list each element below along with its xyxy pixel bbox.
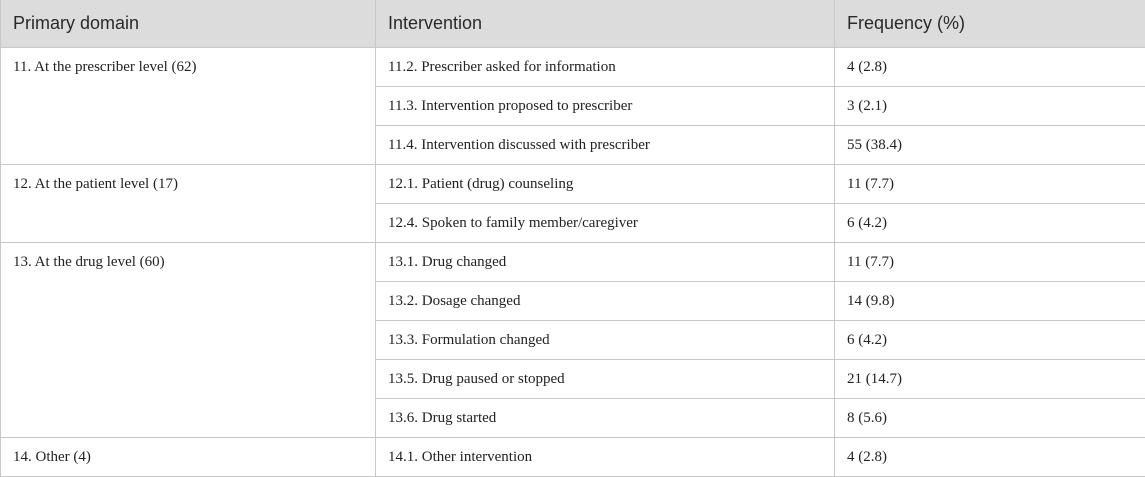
frequency-cell: 55 (38.4)	[835, 125, 1145, 164]
header-frequency: Frequency (%)	[835, 0, 1145, 47]
header-primary-domain: Primary domain	[1, 0, 376, 47]
header-row	[1, 0, 1145, 47]
intervention-cell: 12.4. Spoken to family member/caregiver	[376, 203, 835, 242]
intervention-cell: 13.1. Drug changed	[376, 242, 835, 281]
intervention-cell: 11.4. Intervention discussed with prescriber	[376, 125, 835, 164]
frequency-cell: 8 (5.6)	[835, 398, 1145, 437]
domain-cell: 13. At the drug level (60)	[1, 242, 376, 437]
frequency-cell: 11 (7.7)	[835, 164, 1145, 203]
table-row	[1, 164, 1145, 203]
frequency-cell: 11 (7.7)	[835, 242, 1145, 281]
table-body	[1, 47, 1145, 476]
table-header	[1, 0, 1145, 47]
intervention-cell: 14.1. Other intervention	[376, 437, 835, 476]
frequency-cell: 6 (4.2)	[835, 203, 1145, 242]
table-row	[1, 242, 1145, 281]
domain-cell: 14. Other (4)	[1, 437, 376, 476]
intervention-cell: 11.2. Prescriber asked for information	[376, 47, 835, 86]
frequency-cell: 14 (9.8)	[835, 281, 1145, 320]
intervention-cell: 13.2. Dosage changed	[376, 281, 835, 320]
table-row	[1, 437, 1145, 476]
domain-cell: 12. At the patient level (17)	[1, 164, 376, 242]
frequency-cell: 4 (2.8)	[835, 47, 1145, 86]
frequency-cell: 4 (2.8)	[835, 437, 1145, 476]
frequency-cell: 3 (2.1)	[835, 86, 1145, 125]
header-intervention: Intervention	[376, 0, 835, 47]
intervention-cell: 13.3. Formulation changed	[376, 320, 835, 359]
intervention-cell: 13.5. Drug paused or stopped	[376, 359, 835, 398]
frequency-cell: 21 (14.7)	[835, 359, 1145, 398]
intervention-cell: 11.3. Intervention proposed to prescriber	[376, 86, 835, 125]
table-row	[1, 47, 1145, 86]
domain-cell: 11. At the prescriber level (62)	[1, 47, 376, 164]
frequency-cell: 6 (4.2)	[835, 320, 1145, 359]
intervention-cell: 13.6. Drug started	[376, 398, 835, 437]
intervention-cell: 12.1. Patient (drug) counseling	[376, 164, 835, 203]
